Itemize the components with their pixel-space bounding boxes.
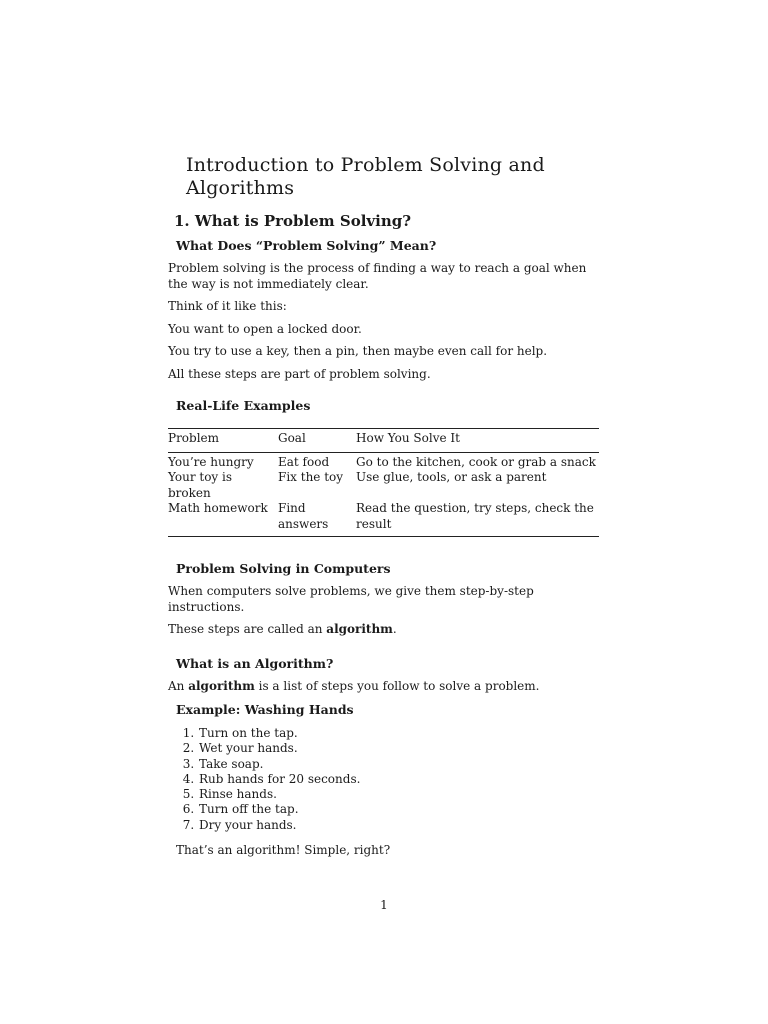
paragraph-definition: Problem solving is the process of finding a way to reach a goal when the way is not immediately clear. [168,261,587,291]
paragraph-all-steps: All these steps are part of problem solving. [168,366,431,381]
section-heading-problem-solving: 1. What is Problem Solving? [174,212,412,230]
table-cell: Eat food [278,454,330,469]
bold-term-algorithm: algorithm [326,622,393,636]
list-item: 3. Take soap. [198,757,600,772]
subsection-heading-meaning: What Does “Problem Solving” Mean? [176,238,437,253]
text-span: is a list of steps you follow to solve a problem. [254,678,540,693]
paragraph-computers-instructions: When computers solve problems, we give them step-by-step instructions. [168,584,534,614]
table-cell: Fix the toy [278,470,344,484]
subsection-heading-real-life: Real-Life Examples [176,398,311,413]
list-item: 1. Turn on the tap. [198,726,600,741]
column-header-how: How You Solve It [356,429,599,453]
subsection-heading-what-is-algorithm: What is an Algorithm? [176,655,334,671]
paragraph-called-algorithm [168,622,600,638]
subsection-heading-computers: Problem Solving in Computers [176,561,391,576]
washing-hands-steps-list [168,726,600,833]
page-number: 1 [380,898,388,912]
table-cell: Use glue, tools, or ask a parent [356,470,547,484]
paragraph-think: Think of it like this: [168,299,287,313]
examples-table [168,428,599,537]
table-cell: Math homework [168,501,278,537]
paragraph-closing: That’s an algorithm! Simple, right? [176,843,391,858]
table-row [168,501,599,537]
table-cell: Read the question, try steps, check the result [356,501,599,537]
page-content [168,154,600,859]
column-header-goal: Goal [278,429,356,453]
example-heading-washing-hands: Example: Washing Hands [176,702,354,717]
table-cell: You’re hungry [168,454,254,469]
text-span: These steps are called an [168,622,327,636]
column-header-problem: Problem [168,429,278,453]
text-span: . [392,622,397,636]
bold-term-algorithm: algorithm [188,678,255,693]
text-span: An [168,678,189,693]
paragraph-door: You want to open a locked door. [168,321,362,336]
paragraph-try: You try to use a key, then a pin, then maybe even call for help. [168,344,548,358]
table-cell: Go to the kitchen, cook or grab a snack [356,454,596,469]
document-title: Introduction to Problem Solving and Algorithms [186,154,545,199]
paragraph-algorithm-definition [168,679,600,695]
list-item: 7. Dry your hands. [198,818,600,833]
table-cell: Find answers [278,501,356,537]
table-row [168,452,599,470]
table-header-row [168,429,599,453]
list-item: 2. Wet your hands. [198,741,600,756]
list-item: 5. Rinse hands. [198,787,600,802]
table-cell: Your toy is broken [168,470,233,500]
list-item: 4. Rub hands for 20 seconds. [198,772,600,787]
list-item: 6. Turn off the tap. [198,802,600,817]
table-row [168,470,599,501]
